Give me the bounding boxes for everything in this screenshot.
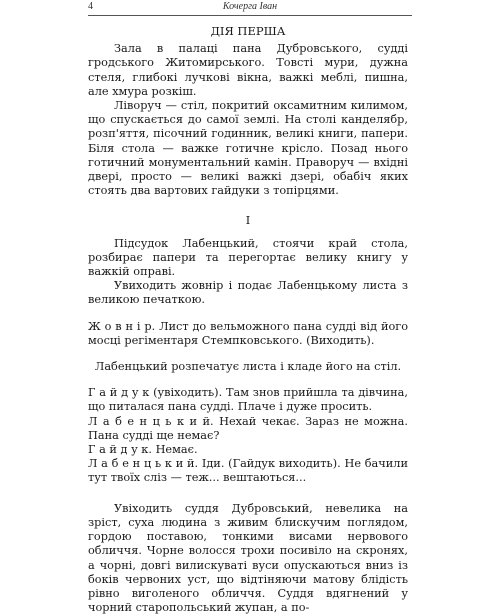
speaker-name: Ж о в н і р. (88, 319, 156, 333)
stage-direction: Підсудок Лабенцький, стоячи край стола, розбирає папери та перегортає велику книгу у важкій оправі. (88, 236, 408, 279)
dialogue-line (88, 443, 408, 457)
stage-direction: Увіходить суддя Дубровський, невелика на зріст, суха людина з живим блискучим поглядом, гордою поставою, тонкими висами нервового обличчя. Чорне волосся трохи посивіло на скронях, а чорні, довгі вилискуваті вуси опускаються вниз із боків червоних уст, що відтіняючи матову блідість рівно виголеного обличчя. Суддя вдягнений у чорний старопольський жупан, а по- (88, 501, 408, 615)
speaker-name: Л а б е н ц ь к и й. (88, 414, 214, 428)
page-content (88, 24, 408, 615)
stage-direction: Лабенцький розпечатує листа і кладе його на стіл. (94, 360, 402, 374)
dialogue-text: Нехай чекає. Зараз не можна. Пана судді ще немає? (88, 414, 408, 442)
page-number: 4 (88, 1, 93, 12)
dialogue-text: Немає. (155, 443, 198, 457)
dialogue-line (88, 386, 408, 414)
dialogue-line (88, 457, 408, 485)
speaker-name: Г а й д у к. (88, 443, 152, 457)
dialogue-line (88, 320, 408, 348)
act-title: ДІЯ ПЕРША (210, 24, 286, 38)
dialogue-line (88, 415, 408, 443)
dialogue-text: Лист до вельможного пана судді від його мосці регіментаря Стемпковського. (Виходить). (88, 319, 408, 347)
dialogue-text: Іди. (Гайдук виходить). Не бачили тут твоїх сліз — теж... вештаються... (88, 457, 408, 485)
dialogue-text: (увіходить). Там знов прийшла та дівчина, що питалася пана судді. Плаче і дуже просить. (88, 386, 408, 414)
speaker-name: Л а б е н ц ь к и й. (88, 457, 199, 471)
stage-direction: Увиходить жовнір і подає Лабенцькому листа з великою печаткою. (88, 279, 408, 307)
scene-number: І (245, 214, 251, 228)
running-header (88, 1, 412, 16)
stage-direction-setting: Зала в палаці пана Дубровського, судді гродського Житомирського. Товсті мури, дужна стеля, глибокі лучкові вікна, важкі меблі, пишна, але хмура розкіш. (88, 42, 408, 98)
stage-direction-room: Ліворуч — стіл, покритий оксамитним килимом, що спускається до самої землі. На столі канделябр, розп'яття, пісочний годинник, великі книги, папери. Біля стола — важке готичне крісло. Позад нього готичний монументальний камін. Праворуч — вхідні двері, просто — великі важкі дзері, обабіч яких стоять два вартових гайдуки з топірцями. (88, 99, 408, 198)
speaker-name: Г а й д у к (88, 386, 150, 400)
running-title: Кочерга Іван (222, 1, 278, 12)
